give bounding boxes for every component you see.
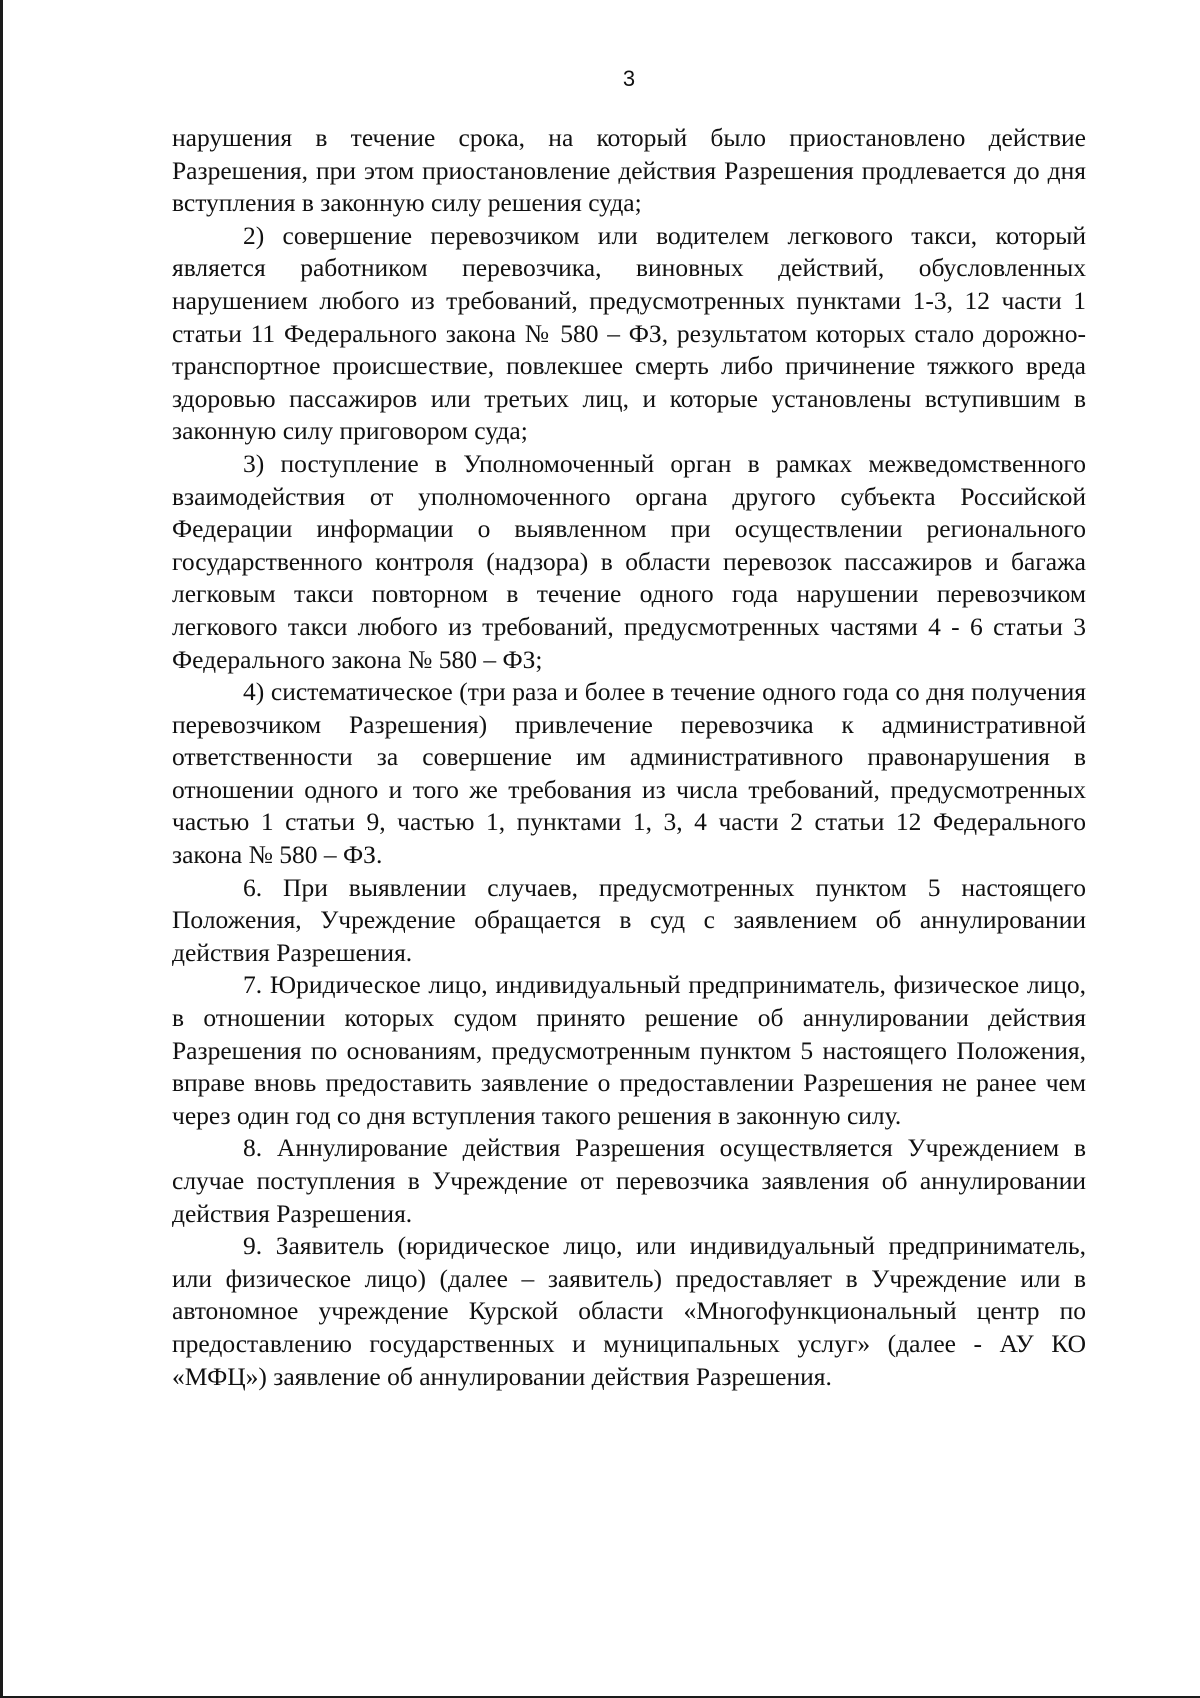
paragraph-item-2: 2) совершение перевозчиком или водителем легкового такси, который является работником перевозчика, виновных действий, обусловленных нарушением любого из требований, предусмотренных пунктами 1-3, 12 части 1 статьи 11 Федерального закона № 580 – ФЗ, результатом которых стало дорожно-транспортное происшествие, повлекшее смерть либо причинение тяжкого вреда здоровью пассажиров или третьих лиц, и которые установлены вступившим в законную силу приговором суда; xyxy=(172,220,1086,446)
paragraph-clause-6: 6. При выявлении случаев, предусмотренных пунктом 5 настоящего Положения, Учреждение обращается в суд с заявлением об аннулировании действия Разрешения. xyxy=(172,872,1086,967)
paragraph-clause-9: 9. Заявитель (юридическое лицо, или индивидуальный предприниматель, или физическое лицо) (далее – заявитель) предоставляет в Учреждение или в автономное учреждение Курской области «Многофункциональный центр по предоставлению государственных и муниципальных услуг» (далее - АУ КО «МФЦ») заявление об аннулировании действия Разрешения. xyxy=(172,1231,1086,1391)
paragraph-continuation: нарушения в течение срока, на который было приостановлено действие Разрешения, при этом приостановление действия Разрешения продлевается до дня вступления в законную силу решения суда; xyxy=(172,123,1086,218)
paragraph-item-3: 3) поступление в Уполномоченный орган в рамках межведомственного взаимодействия от уполномоченного органа другого субъекта Российской Федерации информации о выявленном при осуществлении регионального государственного контроля (надзора) в области перевозок пассажиров и багажа легковым такси повторном в течение одного года нарушении перевозчиком легкового такси любого из требований, предусмотренных частями 4 - 6 статьи 3 Федерального закона № 580 – ФЗ; xyxy=(172,448,1086,674)
page-number: 3 xyxy=(622,66,636,91)
paragraph-clause-8: 8. Аннулирование действия Разрешения осуществляется Учреждением в случае поступления в Учреждение от перевозчика заявления об аннулировании действия Разрешения. xyxy=(172,1133,1086,1228)
scan-edge-left xyxy=(0,0,3,1698)
paragraph-item-4: 4) систематическое (три раза и более в течение одного года со дня получения перевозчиком Разрешения) привлечение перевозчика к административной ответственности за совершение им административного правонарушения в отношении одного и того же требования из числа требований, предусмотренных частью 1 статьи 9, частью 1, пунктами 1, 3, 4 части 2 статьи 12 Федерального закона № 580 – ФЗ. xyxy=(172,677,1086,870)
document-body xyxy=(172,122,1086,1393)
paragraph-clause-7: 7. Юридическое лицо, индивидуальный предприниматель, физическое лицо, в отношении которых судом принято решение об аннулировании действия Разрешения по основаниям, предусмотренным пунктом 5 настоящего Положения, вправе вновь предоставить заявление о предоставлении Разрешения не ранее чем через один год со дня вступления такого решения в законную силу. xyxy=(172,970,1086,1130)
